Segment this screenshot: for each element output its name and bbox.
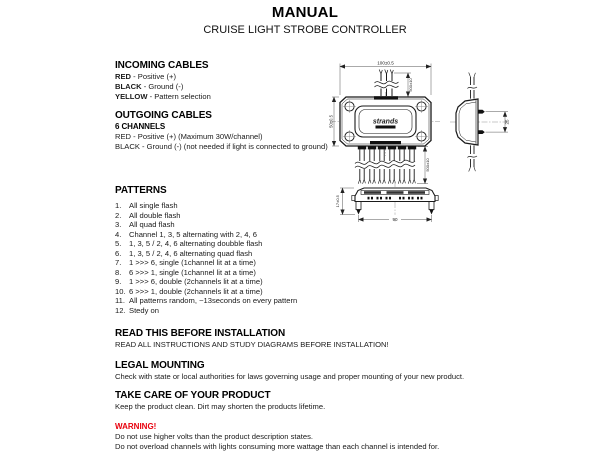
pattern-item: [115, 306, 515, 316]
read-before-installation-body: READ ALL INSTRUCTIONS AND STUDY DIAGRAMS BEFORE INSTALLATION!: [115, 340, 389, 349]
dim-height-label: 50±0.5: [328, 115, 334, 128]
pattern-number: 6.: [115, 248, 122, 258]
page-header: [0, 4, 610, 36]
pattern-item: [115, 296, 515, 306]
pattern-text: 6 >>> 1, single (1channel lit at a time): [129, 267, 256, 277]
pattern-number: 5.: [115, 239, 122, 248]
read-before-installation-section: [115, 328, 515, 350]
pattern-text: All single flash: [129, 201, 178, 210]
technical-drawing-svg: [328, 50, 610, 238]
pattern-number: 4.: [115, 229, 122, 239]
warning-section: [115, 422, 515, 452]
warning-line-2: Do not overload channels with lights consuming more wattage than each channel is intended for.: [115, 442, 440, 451]
outgoing-wire-tabs: [358, 146, 416, 149]
pattern-item: [115, 249, 515, 259]
side-view-drawing: [450, 73, 510, 172]
pattern-text: 6 >>> 1, double (2channels lit at a time): [129, 286, 263, 296]
warning-heading: WARNING!: [115, 422, 157, 431]
page-title: MANUAL: [271, 4, 339, 21]
pattern-number: 1.: [115, 201, 122, 210]
dim-cable-top-label: 500±10: [408, 78, 413, 92]
pattern-number: 11.: [115, 296, 125, 305]
legal-mounting-section: [115, 360, 515, 382]
take-care-section: [115, 390, 515, 412]
outgoing-cable-black: BLACK - Ground (-) (not needed if light is connected to ground): [115, 142, 328, 151]
pattern-text: All patterns random, ~13seconds on every pattern: [129, 296, 298, 305]
top-label-strip: [374, 96, 398, 99]
pattern-number: 7.: [115, 258, 122, 267]
side-profile-outline: [456, 99, 478, 145]
cable-color-label: BLACK: [115, 82, 142, 91]
front-view-drawing: [335, 181, 438, 223]
pattern-text: 1, 3, 5 / 2, 4, 6 alternating doubble flash: [129, 239, 263, 248]
patterns-heading: PATTERNS: [115, 185, 167, 196]
dim-front-height-label: 17±0.5: [335, 195, 341, 208]
take-care-heading: TAKE CARE OF YOUR PRODUCT: [115, 390, 271, 401]
pattern-number: 2.: [115, 210, 122, 220]
brand-sub-bar: [376, 126, 396, 129]
channels-subheading: 6 CHANNELS: [115, 122, 166, 131]
bottom-label-strip: [370, 141, 401, 144]
legal-mounting-body: Check with state or local authorities for laws governing usage and proper mounting of your new product.: [115, 372, 465, 381]
pattern-text: 1, 3, 5 / 2, 4, 6 alternating quad flash: [129, 248, 253, 258]
read-before-installation-heading: READ THIS BEFORE INSTALLATION: [115, 328, 286, 339]
top-view-drawing: [328, 61, 440, 184]
pattern-text: Channel 1, 3, 5 alternating with 2, 4, 6: [129, 229, 257, 239]
outgoing-cable-red: RED - Positive (+) (Maximum 30W/channel): [115, 132, 263, 141]
cable-desc: - Pattern selection: [147, 92, 211, 101]
warning-line-1: Do not use higher volts than the product description states.: [115, 432, 313, 441]
dim-cable-bottom-label: 500±10: [425, 158, 430, 172]
pattern-text: All double flash: [129, 210, 181, 220]
dim-front-height: [340, 188, 355, 215]
pattern-item: [115, 268, 515, 278]
incoming-cables-heading: INCOMING CABLES: [115, 60, 209, 71]
pattern-number: 10.: [115, 286, 126, 296]
page-subtitle: CRUISE LIGHT STROBE CONTROLLER: [203, 24, 407, 36]
dim-depth-label: 25: [504, 119, 510, 125]
pattern-number: 12.: [115, 305, 126, 315]
dim-width: [340, 64, 431, 96]
pattern-text: 1 >>> 6, double (2channels lit at a time): [129, 277, 263, 286]
pattern-text: 1 >>> 6, single (1channel lit at a time): [129, 258, 256, 267]
brand-logo: strands: [372, 118, 399, 126]
dim-front-width-label: 90: [392, 217, 398, 222]
pattern-item: [115, 277, 515, 287]
pattern-text: All quad flash: [129, 220, 175, 229]
dim-width-label: 100±0.5: [377, 60, 394, 66]
take-care-body: Keep the product clean. Dirt may shorten the products lifetime.: [115, 402, 326, 411]
front-lens-segments: [364, 191, 425, 194]
pattern-item: [115, 258, 515, 268]
cable-color-label: RED: [115, 72, 132, 81]
cable-color-label: YELLOW: [115, 92, 148, 101]
outgoing-cables-heading: OUTGOING CABLES: [115, 110, 212, 121]
legal-mounting-heading: LEGAL MOUNTING: [115, 360, 205, 371]
cable-desc: - Positive (+): [131, 72, 176, 81]
pattern-text: Stedy on: [129, 305, 159, 315]
pattern-number: 9.: [115, 277, 122, 286]
technical-drawings: [328, 50, 610, 238]
pattern-number: 8.: [115, 267, 122, 277]
cable-desc: - Ground (-): [141, 82, 184, 91]
pattern-number: 3.: [115, 220, 122, 229]
pattern-item: [115, 239, 515, 249]
pattern-item: [115, 287, 515, 297]
